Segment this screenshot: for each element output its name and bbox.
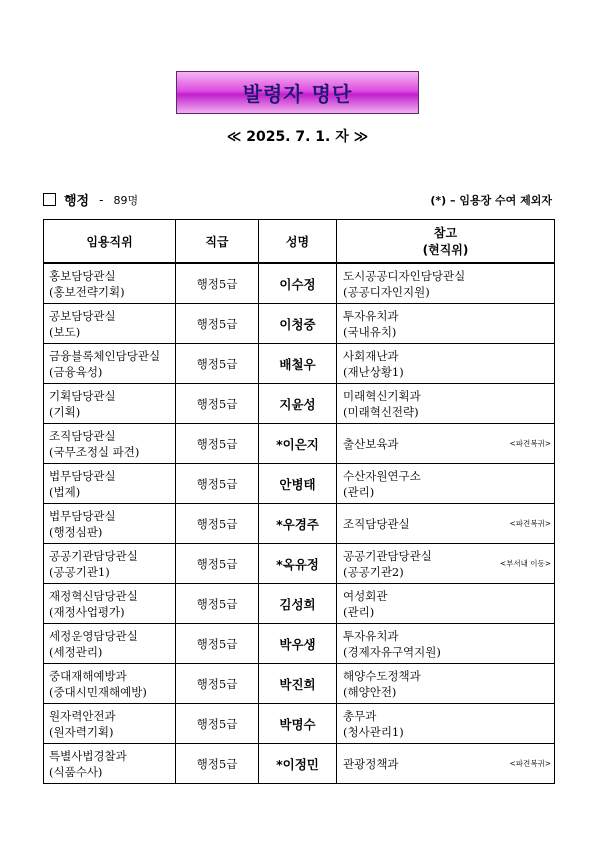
reference-detail: (경제자유구역지원) <box>343 644 441 659</box>
name-cell: *이정민 <box>259 744 337 784</box>
position-cell <box>44 424 176 464</box>
grade-cell: 행정5급 <box>176 744 259 784</box>
reference-dept: 수산자원연구소 <box>343 468 421 483</box>
position-name: 법무담당관실 <box>49 468 116 483</box>
position-detail: (중대시민재해예방) <box>49 684 147 699</box>
position-detail: (금융육성) <box>49 364 103 379</box>
position-cell <box>44 704 176 744</box>
reference-cell <box>337 263 555 304</box>
reference-dept: 출산보육과 <box>343 436 399 451</box>
grade-cell: 행정5급 <box>176 263 259 304</box>
reference-cell <box>337 424 555 464</box>
position-name: 공보담당관실 <box>49 308 116 323</box>
header-position: 임용직위 <box>44 220 176 264</box>
reference-dept: 도시공공디자인담당관실 <box>343 268 466 283</box>
reference-dept: 총무과 <box>343 708 377 723</box>
grade-cell: 행정5급 <box>176 344 259 384</box>
header-reference-line1: 참고 <box>433 226 458 240</box>
table-row <box>44 263 555 304</box>
name-cell: 지윤성 <box>259 384 337 424</box>
grade-cell: 행정5급 <box>176 464 259 504</box>
position-detail: (법제) <box>49 484 81 499</box>
position-name: 세정운영담당관실 <box>49 628 138 643</box>
table-row <box>44 664 555 704</box>
reference-dept: 투자유치과 <box>343 308 399 323</box>
reference-dept: 사회재난과 <box>343 348 399 363</box>
header-reference <box>337 220 555 264</box>
position-detail: (식품수사) <box>49 764 103 779</box>
position-cell <box>44 344 176 384</box>
position-detail: (원자력기획) <box>49 724 114 739</box>
title-banner <box>176 71 419 114</box>
name-cell: 안병태 <box>259 464 337 504</box>
reference-detail: (공공기관2) <box>343 564 404 579</box>
position-name: 중대재해예방과 <box>49 668 127 683</box>
name-cell: 김성희 <box>259 584 337 624</box>
reference-detail: (국내유치) <box>343 324 397 339</box>
name-cell: *이은지 <box>259 424 337 464</box>
reference-cell <box>337 624 555 664</box>
reference-dept: 투자유치과 <box>343 628 399 643</box>
name-cell: 박우생 <box>259 624 337 664</box>
checkbox-icon <box>43 193 56 206</box>
grade-cell: 행정5급 <box>176 704 259 744</box>
section-dash: - <box>99 192 104 207</box>
reference-dept: 여성회관 <box>343 588 388 603</box>
reference-note: <부서내 이동> <box>499 558 551 568</box>
table-row <box>44 304 555 344</box>
reference-dept: 미래혁신기획과 <box>343 388 421 403</box>
reference-cell <box>337 544 555 584</box>
position-name: 홍보담당관실 <box>49 268 116 283</box>
reference-note: <파견복귀> <box>509 758 551 768</box>
grade-cell: 행정5급 <box>176 544 259 584</box>
table-header-row <box>44 220 555 264</box>
position-detail: (기획) <box>49 404 81 419</box>
position-detail: (국무조정실 파견) <box>49 444 140 459</box>
grade-cell: 행정5급 <box>176 504 259 544</box>
effective-date: ≪ 2025. 7. 1. 자 ≫ <box>226 129 369 145</box>
position-name: 공공기관담당관실 <box>49 548 138 563</box>
position-cell <box>44 624 176 664</box>
exclusion-note: (*) – 임용장 수여 제외자 <box>430 194 552 207</box>
grade-cell: 행정5급 <box>176 424 259 464</box>
reference-detail: (관리) <box>343 604 375 619</box>
name-cell: *우경주 <box>259 504 337 544</box>
section-count: 89명 <box>113 193 139 207</box>
table-row <box>44 504 555 544</box>
position-detail: (홍보전략기획) <box>49 284 125 299</box>
reference-note: <파견복귀> <box>509 438 551 448</box>
grade-cell: 행정5급 <box>176 384 259 424</box>
reference-cell <box>337 464 555 504</box>
section-header <box>43 190 138 209</box>
reference-dept: 조직담당관실 <box>343 516 410 531</box>
table-row <box>44 744 555 784</box>
position-cell <box>44 544 176 584</box>
reference-cell <box>337 304 555 344</box>
position-name: 기획담당관실 <box>49 388 116 403</box>
position-detail: (보도) <box>49 324 81 339</box>
reference-detail: (관리) <box>343 484 375 499</box>
name-cell: 박명수 <box>259 704 337 744</box>
grade-cell: 행정5급 <box>176 584 259 624</box>
position-cell <box>44 263 176 304</box>
position-cell <box>44 584 176 624</box>
section-title: 행정 <box>64 194 90 209</box>
position-cell <box>44 384 176 424</box>
position-detail: (행정심판) <box>49 524 103 539</box>
reference-detail: (공공디자인지원) <box>343 284 430 299</box>
table-row <box>44 624 555 664</box>
reference-detail: (미래혁신전략) <box>343 404 419 419</box>
position-name: 금융블록체인담당관실 <box>49 348 161 363</box>
table-row <box>44 424 555 464</box>
reference-dept: 해양수도정책과 <box>343 668 421 683</box>
reference-cell <box>337 584 555 624</box>
reference-cell <box>337 504 555 544</box>
reference-note: <파견복귀> <box>509 518 551 528</box>
name-cell: 배철우 <box>259 344 337 384</box>
name-cell: 이수정 <box>259 263 337 304</box>
table-row <box>44 544 555 584</box>
position-cell <box>44 744 176 784</box>
position-cell <box>44 504 176 544</box>
grade-cell: 행정5급 <box>176 304 259 344</box>
reference-cell <box>337 664 555 704</box>
position-name: 원자력안전과 <box>49 708 116 723</box>
reference-detail: (재난상황1) <box>343 364 404 379</box>
header-grade: 직급 <box>176 220 259 264</box>
table-row <box>44 704 555 744</box>
table-row <box>44 584 555 624</box>
position-cell <box>44 664 176 704</box>
appointment-table <box>43 219 555 784</box>
table-row <box>44 464 555 504</box>
header-name: 성명 <box>259 220 337 264</box>
reference-cell <box>337 344 555 384</box>
position-detail: (세정관리) <box>49 644 103 659</box>
name-cell: 박진희 <box>259 664 337 704</box>
position-cell <box>44 304 176 344</box>
header-reference-line2: (현직위) <box>422 243 469 257</box>
reference-dept: 공공기관담당관실 <box>343 548 432 563</box>
reference-detail: (청사관리1) <box>343 724 404 739</box>
position-detail: (재정사업평가) <box>49 604 125 619</box>
grade-cell: 행정5급 <box>176 664 259 704</box>
reference-dept: 관광정책과 <box>343 756 399 771</box>
position-name: 특별사법경찰과 <box>49 748 127 763</box>
name-cell: *옥유정 <box>259 544 337 584</box>
reference-cell <box>337 384 555 424</box>
page-title: 발령자 명단 <box>242 82 353 106</box>
position-detail: (공공기관1) <box>49 564 110 579</box>
name-cell: 이청중 <box>259 304 337 344</box>
position-cell <box>44 464 176 504</box>
position-name: 법무담당관실 <box>49 508 116 523</box>
table-row <box>44 344 555 384</box>
grade-cell: 행정5급 <box>176 624 259 664</box>
position-name: 재정혁신담당관실 <box>49 588 138 603</box>
reference-cell <box>337 744 555 784</box>
reference-cell <box>337 704 555 744</box>
table-row <box>44 384 555 424</box>
position-name: 조직담당관실 <box>49 428 116 443</box>
reference-detail: (해양안전) <box>343 684 397 699</box>
